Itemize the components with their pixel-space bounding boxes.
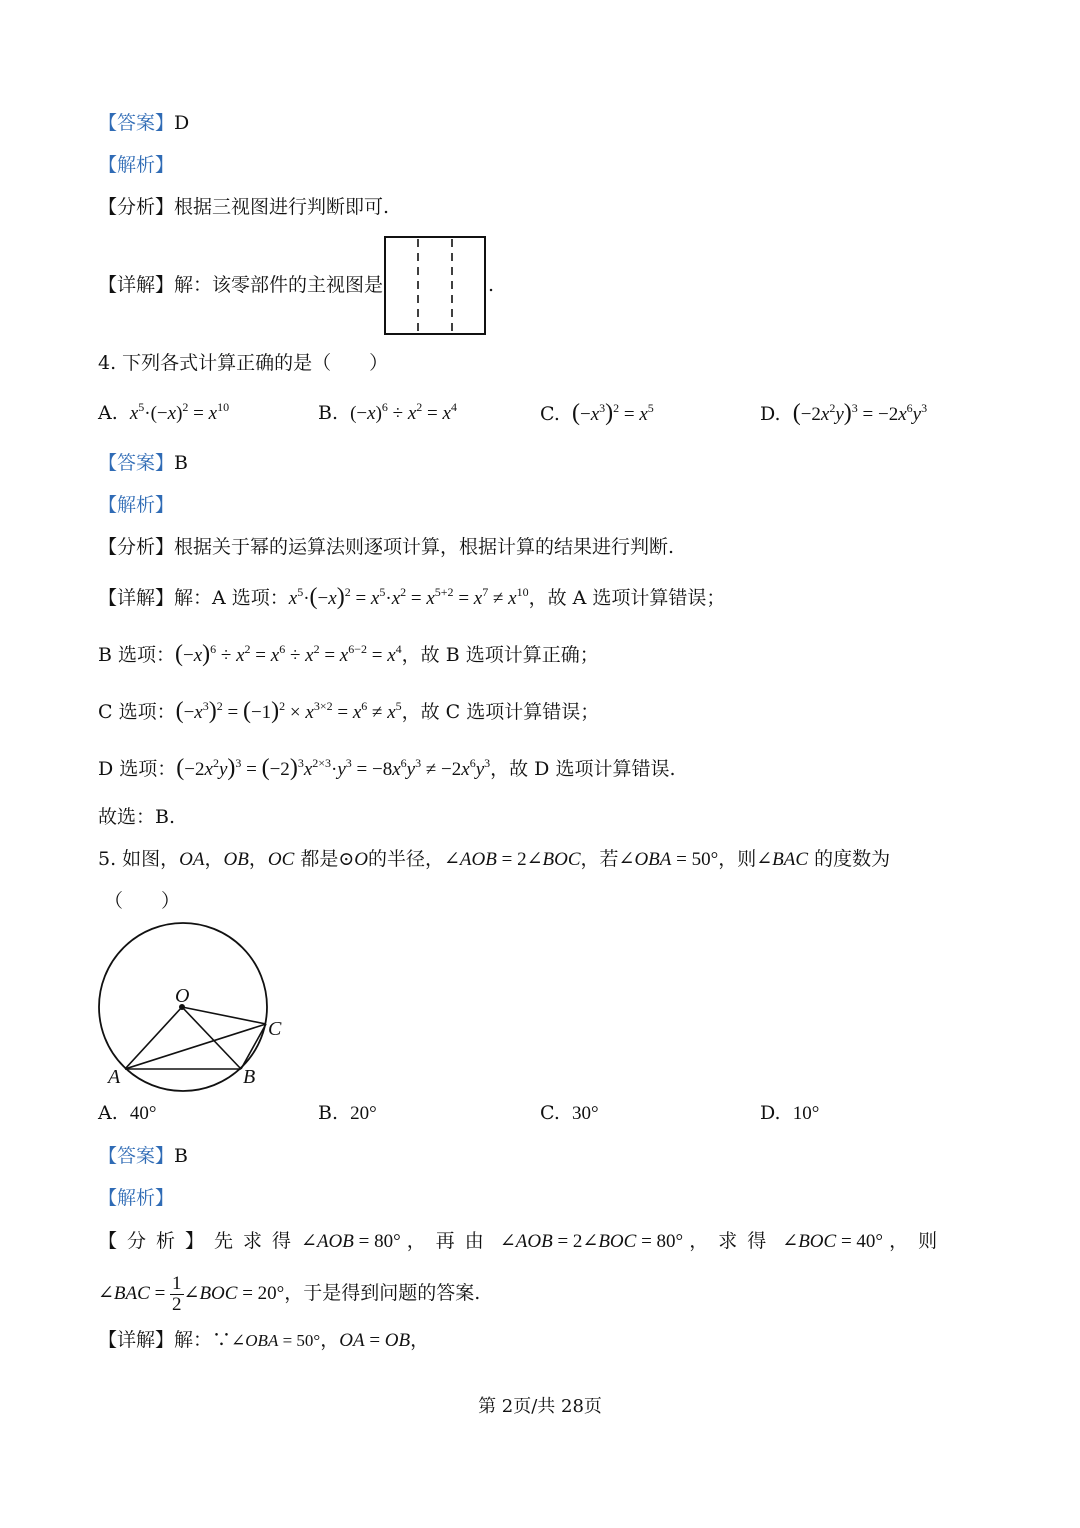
- xiangjie-c-suffix: ，故 C 选项计算错误；: [401, 701, 600, 723]
- q4-xiangjie-d: D 选项：$(-2x^2y)^3 = (-2)^3x^{2\times 3}\cdot y^3 = -8x^6y^3 \ne -2x^6y^3$，故 D 选项计算错误.: [98, 755, 676, 781]
- stem-mid3: ，若: [580, 848, 619, 870]
- q5-answer-line: [98, 1143, 188, 1169]
- q5-xiangjie-line: 【详解】解：∵∠OBA = 50°，OA = OB，: [98, 1329, 430, 1351]
- answer-tag: 【答案】: [98, 1145, 175, 1167]
- xiangjie-text: 解：该零部件的主视图是: [174, 274, 384, 296]
- q3-fenxi-line: [98, 194, 389, 220]
- xiangjie-a-suffix: ，故 A 选项计算错误；: [528, 587, 726, 609]
- xiangjie-a-prefix: 解：A 选项：: [174, 587, 289, 609]
- answer-tag: 【答案】: [98, 112, 175, 134]
- q4-option-c: C. $(-x^3)^2 = x^5$: [540, 400, 654, 426]
- xiangjie-tag: 【详解】: [98, 274, 175, 296]
- xiangjie-b-suffix: ，故 B 选项计算正确；: [401, 644, 599, 666]
- stem-num: 5. 如图，: [98, 848, 180, 870]
- q3-xiangjie-line: [98, 272, 383, 298]
- fenxi-text: 根据关于幂的运算法则逐项计算，根据计算的结果进行判断.: [174, 536, 675, 558]
- page-footer: 第 2页/共 28页: [478, 1396, 602, 1417]
- q4-fenxi-line: [98, 534, 674, 560]
- front-view-figure: [384, 236, 486, 336]
- label-a: A: [108, 1066, 121, 1088]
- q5-option-c: C. 30°: [540, 1102, 599, 1124]
- q4-choose: 故选：B.: [98, 806, 176, 828]
- answer-value: B: [174, 1145, 188, 1167]
- q5-fenxi-line1: 【分析】先求得∠AOB = 80° ，再由 ∠AOB = 2∠BOC = 80° ，求得 ∠BOC = 40° ，则: [98, 1230, 948, 1252]
- xiangjie-d-prefix: D 选项：: [98, 758, 177, 780]
- q4-jiexi: 【解析】: [98, 494, 175, 516]
- q4-option-d: D. $(-2x^2y)^3 = -2x^6y^3$: [760, 400, 928, 426]
- xiangjie-b-prefix: B 选项：: [98, 644, 176, 666]
- xiangjie-c-prefix: C 选项：: [98, 701, 176, 723]
- xiangjie-tag: 【详解】: [98, 1329, 175, 1351]
- q4-option-a: A. $x^5\cdot(-x)^2 = x^{10}$: [98, 400, 230, 424]
- answer-tag: 【答案】: [98, 452, 175, 474]
- fenxi-text: 根据三视图进行判断即可.: [174, 196, 390, 218]
- circle-geometry-figure: [90, 915, 300, 1100]
- q5-paren: （ ）: [104, 890, 181, 912]
- answer-value: D: [174, 112, 190, 134]
- q4-option-b: B. $(-x)^6 \div x^2 = x^4$: [318, 400, 457, 424]
- label-c: C: [268, 1018, 282, 1040]
- q5-fenxi-line2: ∠BAC = $\frac{1}{2}$ ∠BOC = 20°，于是得到问题的答案.: [98, 1272, 481, 1315]
- q5-option-d: D. 10°: [760, 1102, 820, 1124]
- stem-end: 的度数为: [814, 848, 891, 870]
- q5-jiexi: 【解析】: [98, 1187, 175, 1209]
- fenxi-tag: 【分析】: [98, 536, 175, 558]
- q5-option-b: B. 20°: [318, 1102, 377, 1124]
- q4-xiangjie-c: C 选项：$(-x^3)^2 = (-1)^2 \times x^{3\times 2} = x^6 \ne x^5$，故 C 选项计算错误；: [98, 698, 600, 724]
- xiangjie-d-suffix: ，故 D 选项计算错误.: [490, 758, 676, 780]
- stem-mid4: ，则: [718, 848, 757, 870]
- q4-answer-line: [98, 450, 188, 476]
- label-o: O: [175, 985, 190, 1007]
- answer-value: B: [174, 452, 188, 474]
- q5-option-a: A. 40°: [98, 1102, 157, 1124]
- q4-stem: 4. 下列各式计算正确的是（ ）: [98, 352, 389, 374]
- q4-xiangjie-b: B 选项：$(-x)^6 \div x^2 = x^6 \div x^2 = x^{6-2} = x^4$，故 B 选项计算正确；: [98, 641, 599, 667]
- q5-stem: 5. 如图，OA，OB，OC 都是⊙O的半径，∠AOB = 2∠BOC，若∠OBA = 50°，则∠BAC 的度数为: [98, 848, 891, 870]
- xiangjie-tag: 【详解】: [98, 587, 175, 609]
- fenxi-tag: 【分析】: [98, 196, 175, 218]
- fenxi-tag: 【分析】: [98, 1230, 215, 1252]
- stem-mid2: 的半径，: [367, 848, 444, 870]
- xiangjie-period: .: [488, 274, 495, 296]
- q3-answer-line: [98, 110, 189, 136]
- stem-mid1: 都是: [300, 848, 339, 870]
- label-b: B: [243, 1066, 256, 1088]
- q3-jiexi: 【解析】: [98, 154, 175, 176]
- q4-xiangjie-a: 【详解】解：A 选项：$x^5\cdot(-x)^2 = x^5\cdot x^2 = x^{5+2} = x^7 \ne x^{10}$，故 A 选项计算错误；: [98, 584, 726, 610]
